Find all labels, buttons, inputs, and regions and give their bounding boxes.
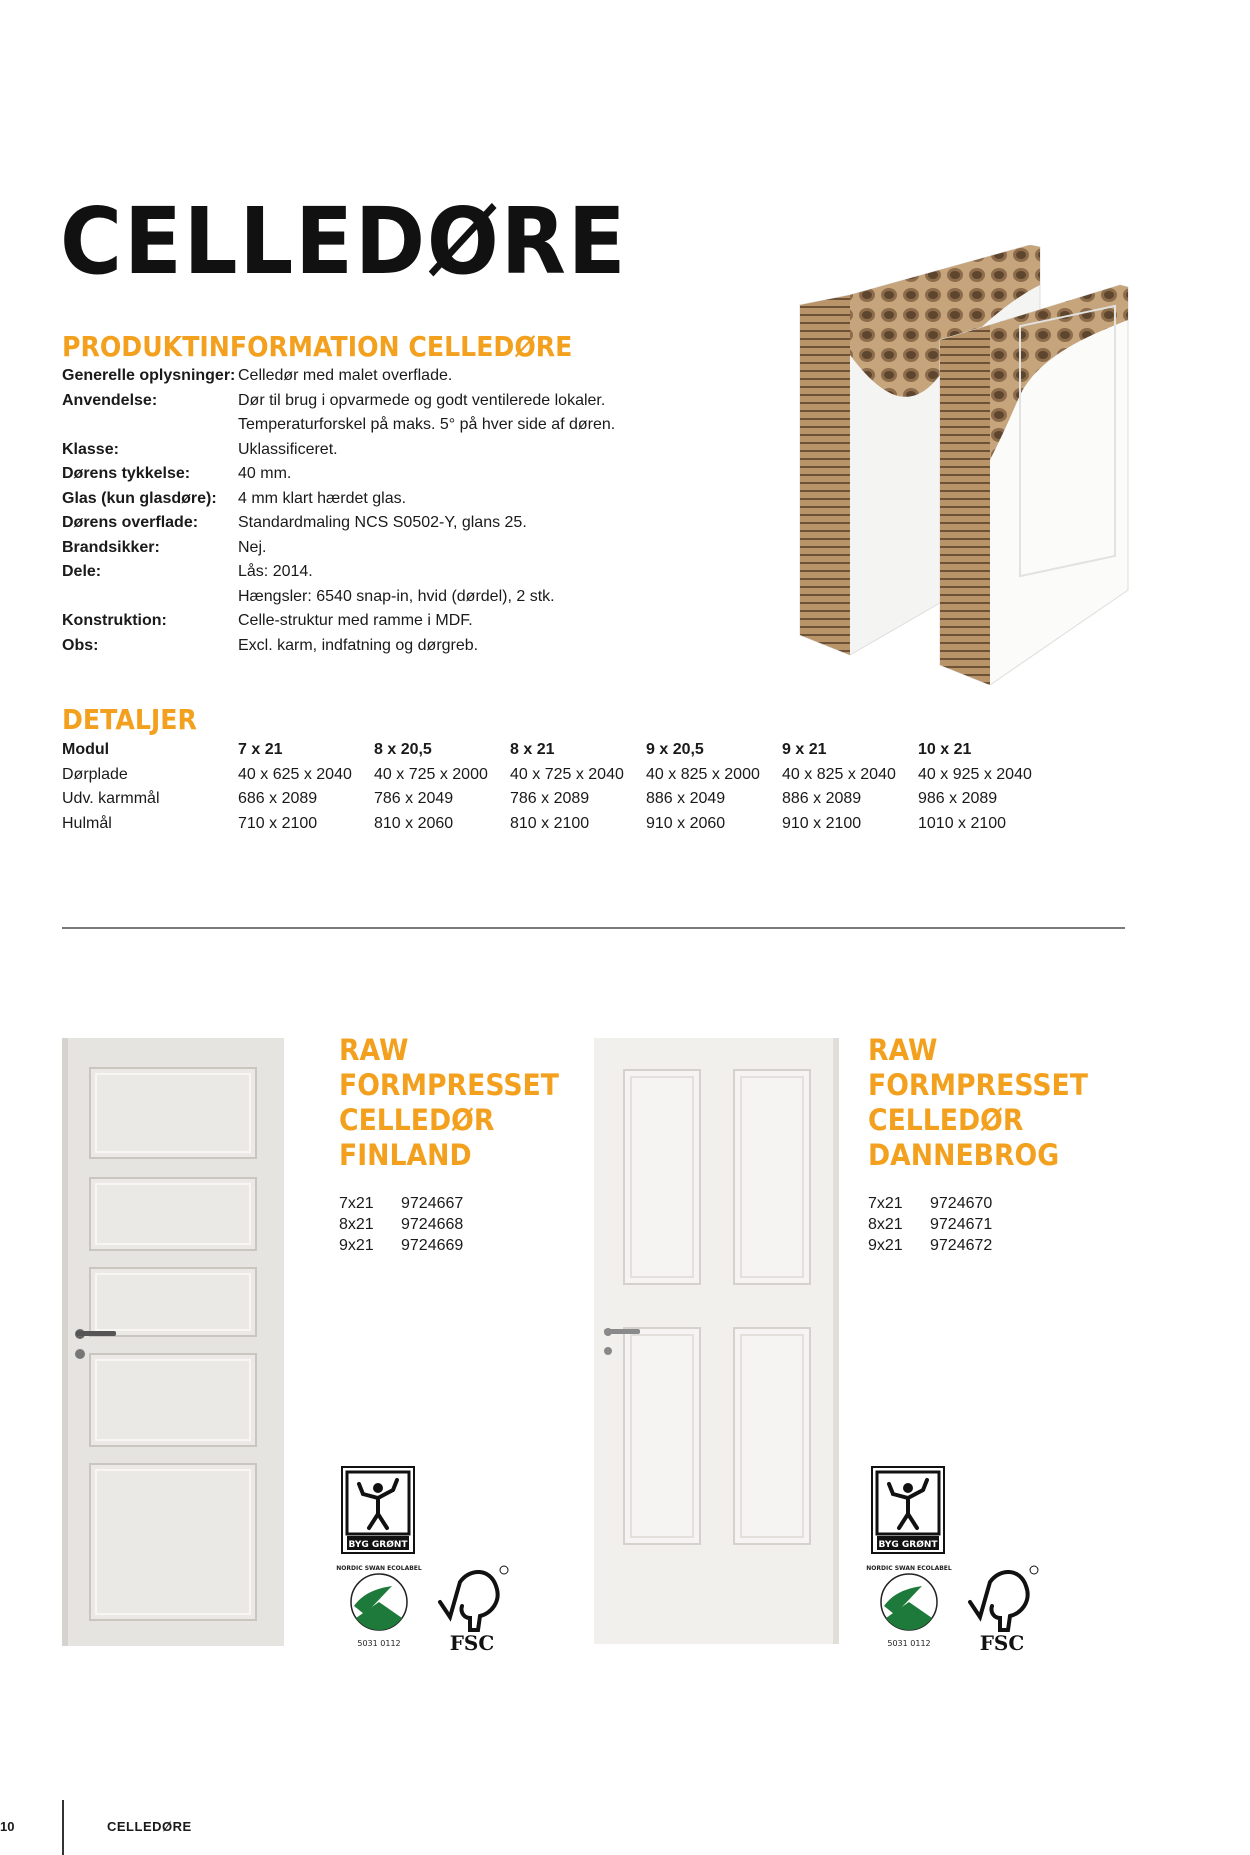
footer-label: CELLEDØRE [107, 1819, 192, 1834]
info-row [62, 413, 738, 438]
product-info-heading: PRODUKTINFORMATION CELLEDØRE [62, 330, 573, 363]
info-label: Dørens tykkelse: [62, 465, 191, 482]
product-title-line: RAW [339, 1033, 409, 1067]
fsc-text: FSC [449, 1631, 495, 1652]
table-cell: 886 x 2089 [782, 790, 862, 807]
list-item [868, 1214, 992, 1235]
info-label: Generelle oplysninger: [62, 367, 236, 384]
table-cell: 786 x 2049 [374, 790, 454, 807]
item-size: 7x21 [868, 1195, 903, 1212]
product-title-line: CELLEDØR [339, 1103, 495, 1137]
page-number: 10 [0, 1819, 15, 1834]
item-number: 9724669 [401, 1237, 464, 1254]
details-table [62, 738, 1054, 836]
product-finland-title [339, 1033, 559, 1173]
info-value: Excl. karm, indfatning og dørgreb. [238, 636, 479, 654]
swan-number: 5031 0112 [887, 1639, 931, 1648]
table-cell: 810 x 2100 [510, 814, 590, 832]
table-header-cell: 8 x 21 [510, 741, 555, 758]
table-cell: 40 x 925 x 2040 [918, 765, 1032, 783]
info-row [62, 585, 738, 610]
table-cell: 710 x 2100 [238, 814, 318, 832]
info-row [62, 536, 738, 561]
product-finland-list [339, 1193, 463, 1256]
table-header-row [62, 738, 1054, 763]
byg-gront-text: BYG GRØNT [348, 1540, 408, 1550]
info-value: Hængsler: 6540 snap-in, hvid (dørdel), 2 stk. [238, 587, 555, 605]
info-row [62, 389, 738, 414]
table-cell: 40 x 825 x 2040 [782, 765, 896, 783]
info-label: Konstruktion: [62, 612, 167, 629]
info-row [62, 560, 738, 585]
item-number: 9724672 [930, 1237, 993, 1254]
info-row [62, 438, 738, 463]
product-info-list [62, 364, 738, 658]
info-label [62, 413, 238, 438]
door-dannebrog-image [594, 1038, 839, 1644]
fsc-text: FSC [979, 1631, 1025, 1652]
info-label [62, 585, 238, 610]
info-row [62, 462, 738, 487]
door-cutaway-image [790, 245, 1130, 685]
list-item [868, 1235, 992, 1256]
info-value: Celledør med malet overflade. [238, 367, 453, 384]
table-cell: 1010 x 2100 [918, 814, 1007, 832]
table-cell: 40 x 825 x 2000 [646, 765, 760, 783]
nordic-swan-logo [864, 1562, 954, 1652]
door-finland-image [62, 1038, 284, 1646]
table-cell: 910 x 2100 [782, 814, 862, 832]
item-size: 8x21 [339, 1216, 374, 1233]
info-value: Celle-struktur med ramme i MDF. [238, 612, 473, 629]
table-header-cell: 7 x 21 [238, 741, 283, 758]
info-label: Klasse: [62, 440, 119, 458]
byg-gront-text: BYG GRØNT [878, 1540, 938, 1550]
table-cell: 910 x 2060 [646, 814, 726, 832]
info-value: Standardmaling NCS S0502-Y, glans 25. [238, 514, 527, 531]
item-number: 9724671 [930, 1216, 993, 1233]
info-value: Nej. [238, 538, 267, 556]
table-cell: Hulmål [62, 814, 112, 832]
list-item [339, 1193, 463, 1214]
item-size: 9x21 [339, 1237, 374, 1254]
info-value: Temperaturforskel på maks. 5° på hver side af døren. [238, 416, 616, 433]
table-cell: 40 x 625 x 2040 [238, 765, 352, 783]
info-row [62, 609, 738, 634]
page-title: CELLEDØRE [60, 188, 628, 295]
item-size: 9x21 [868, 1237, 903, 1254]
info-value: 4 mm klart hærdet glas. [238, 489, 407, 507]
swan-number: 5031 0112 [357, 1639, 401, 1648]
table-cell: 886 x 2049 [646, 790, 726, 807]
table-cell: 40 x 725 x 2000 [374, 765, 488, 783]
info-label: Glas (kun glasdøre): [62, 489, 217, 507]
product-title-line: RAW [868, 1033, 938, 1067]
product-title-line: DANNEBROG [868, 1138, 1060, 1172]
table-cell: 986 x 2089 [918, 790, 998, 807]
footer-divider [62, 1800, 64, 1855]
table-cell: 40 x 725 x 2040 [510, 765, 624, 783]
product-title-line: FINLAND [339, 1138, 472, 1172]
item-size: 7x21 [339, 1195, 374, 1212]
item-number: 9724670 [930, 1195, 993, 1212]
info-row [62, 487, 738, 512]
info-label: Anvendelse: [62, 391, 158, 409]
table-cell: Udv. karmmål [62, 790, 160, 807]
product-title-line: FORMPRESSET [339, 1068, 559, 1102]
info-label: Dørens overflade: [62, 514, 199, 531]
info-value: Dør til brug i opvarmede og godt ventilerede lokaler. [238, 391, 606, 409]
table-cell: 810 x 2060 [374, 814, 454, 832]
byg-gront-logo [871, 1466, 945, 1554]
product-title-line: FORMPRESSET [868, 1068, 1088, 1102]
info-label: Brandsikker: [62, 538, 160, 556]
item-number: 9724667 [401, 1195, 464, 1212]
table-row [62, 787, 1054, 812]
info-value: 40 mm. [238, 465, 292, 482]
table-header-cell: 10 x 21 [918, 741, 972, 758]
table-cell: Dørplade [62, 765, 128, 783]
table-cell: 686 x 2089 [238, 790, 318, 807]
byg-gront-logo [341, 1466, 415, 1554]
table-header-cell: 9 x 20,5 [646, 741, 704, 758]
list-item [868, 1193, 992, 1214]
details-heading: DETALJER [62, 703, 197, 736]
info-row [62, 364, 738, 389]
info-label: Dele: [62, 563, 102, 580]
table-row [62, 812, 1054, 837]
product-dannebrog-title [868, 1033, 1088, 1173]
product-dannebrog-list [868, 1193, 992, 1256]
info-row [62, 634, 738, 659]
table-header-cell: 9 x 21 [782, 741, 827, 758]
item-size: 8x21 [868, 1216, 903, 1233]
list-item [339, 1235, 463, 1256]
info-label: Obs: [62, 636, 99, 654]
list-item [339, 1214, 463, 1235]
swan-text: NORDIC SWAN ECOLABEL [336, 1565, 422, 1572]
nordic-swan-logo [334, 1562, 424, 1652]
divider [62, 927, 1125, 929]
table-row [62, 763, 1054, 788]
fsc-logo [430, 1562, 510, 1652]
table-cell: 786 x 2089 [510, 790, 590, 807]
info-value: Uklassificeret. [238, 440, 338, 458]
info-row [62, 511, 738, 536]
fsc-logo [960, 1562, 1040, 1652]
table-header-cell: 8 x 20,5 [374, 741, 432, 758]
info-value: Lås: 2014. [238, 563, 313, 580]
swan-text: NORDIC SWAN ECOLABEL [866, 1565, 952, 1572]
item-number: 9724668 [401, 1216, 464, 1233]
table-header-cell: Modul [62, 741, 110, 758]
product-title-line: CELLEDØR [868, 1103, 1024, 1137]
